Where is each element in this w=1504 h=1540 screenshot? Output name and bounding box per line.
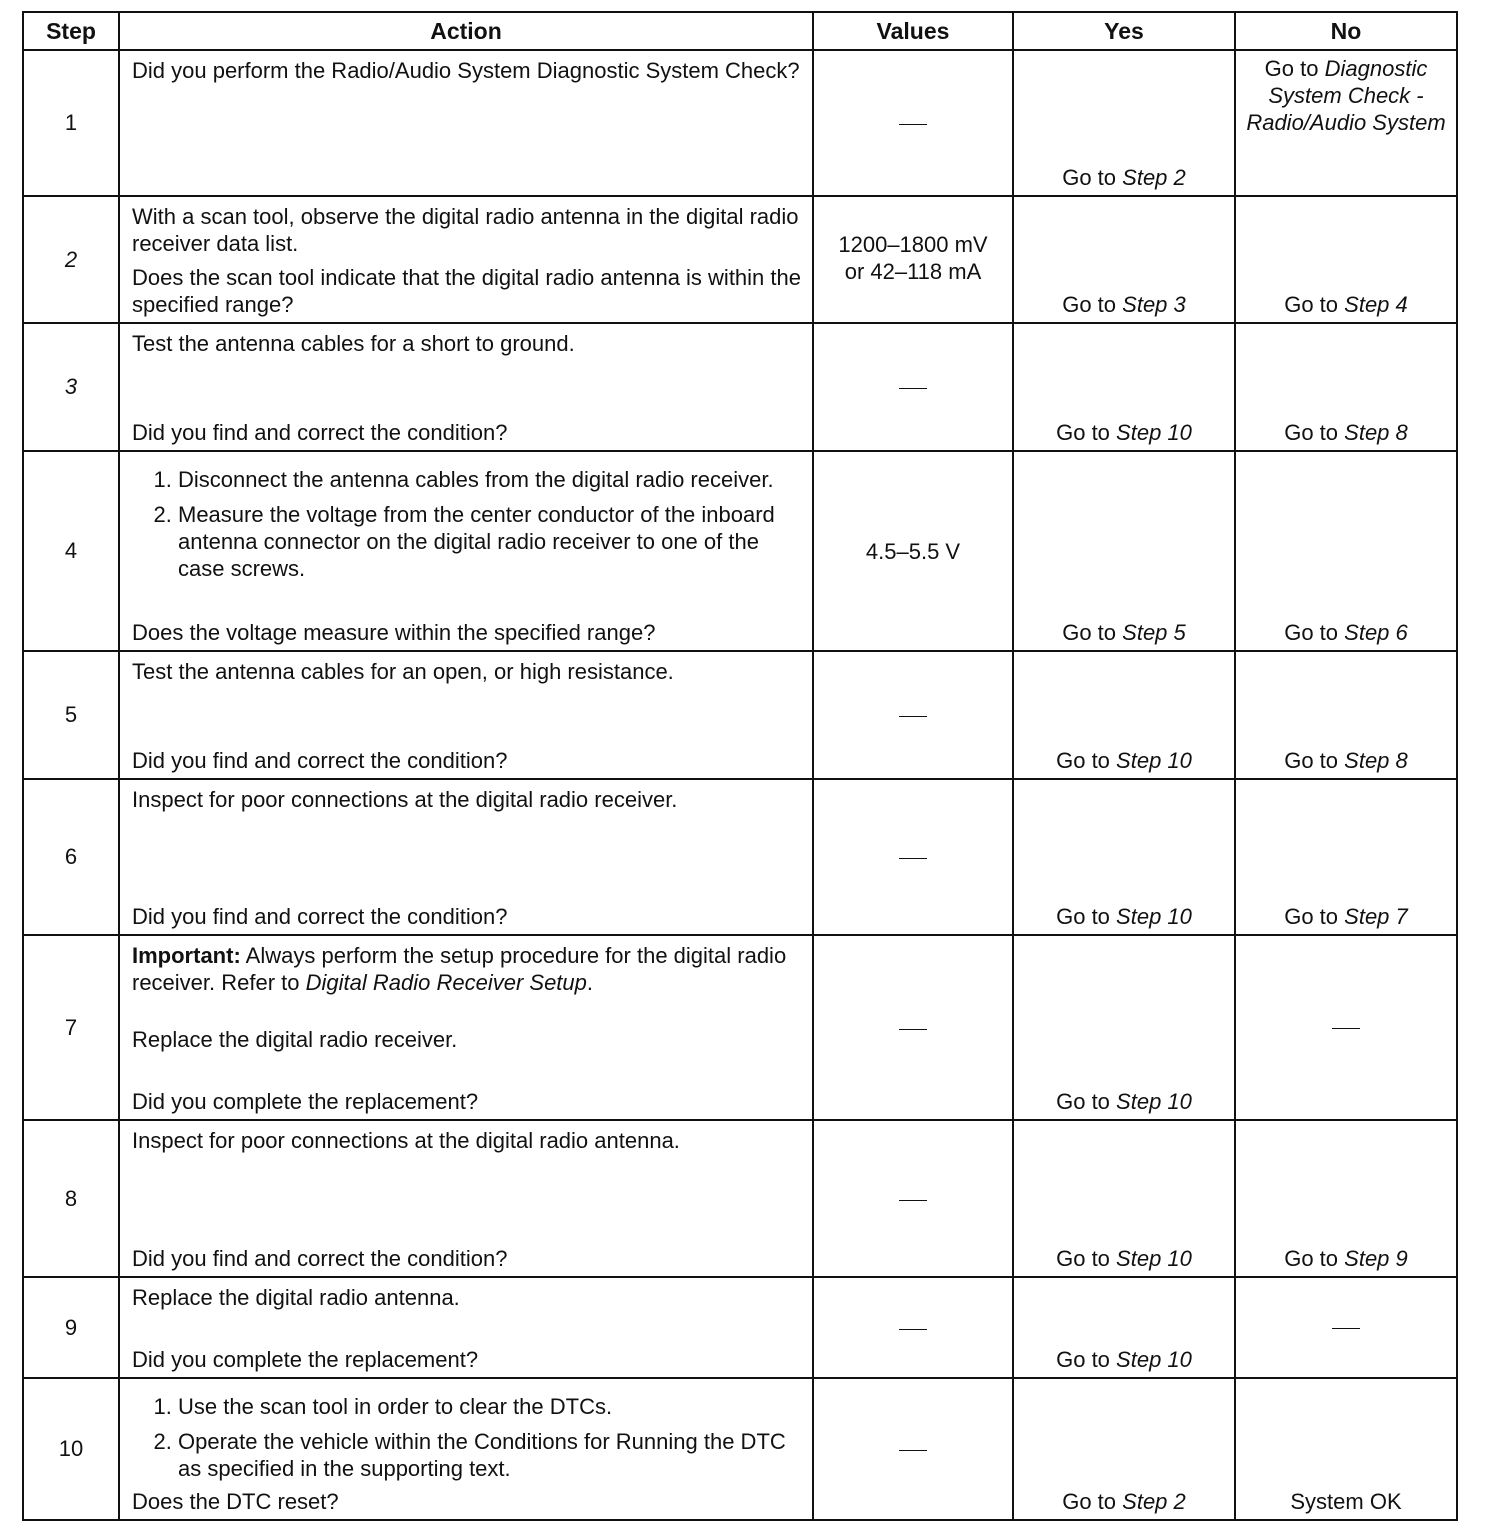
dash: [899, 1329, 927, 1330]
action-text: Inspect for poor connections at the digital radio antenna.: [132, 1128, 680, 1153]
step-number: 4: [23, 451, 119, 651]
no-goto: Go to Step 7: [1284, 904, 1408, 929]
step-link[interactable]: Step 10: [1116, 420, 1192, 445]
yes-cell: [1013, 196, 1235, 323]
dash: [899, 388, 927, 389]
step-link[interactable]: Step 2: [1122, 165, 1186, 190]
step-number: 2: [23, 196, 119, 323]
step-number: 6: [23, 779, 119, 935]
yes-cell: [1013, 451, 1235, 651]
action-cell: [119, 451, 813, 651]
action-cell: [119, 196, 813, 323]
no-cell: [1235, 1378, 1457, 1520]
action-list-wrap: [132, 1393, 804, 1490]
dash: [1332, 1328, 1360, 1329]
header-yes: Yes: [1013, 12, 1235, 50]
action-text: Replace the digital radio antenna.: [132, 1285, 460, 1310]
action-cell: [119, 1378, 813, 1520]
no-cell: [1235, 1120, 1457, 1277]
step-link[interactable]: Step 2: [1122, 1489, 1186, 1514]
step-link[interactable]: Step 9: [1344, 1246, 1408, 1271]
no-goto: [1236, 1015, 1456, 1041]
action-question: Does the scan tool indicate that the digital radio antenna is within the specified range?: [132, 265, 801, 317]
yes-cell: [1013, 1378, 1235, 1520]
no-goto: Go to Step 8: [1284, 748, 1408, 773]
step-number: 1: [23, 50, 119, 196]
action-cell: [119, 1277, 813, 1378]
action-question: Did you find and correct the condition?: [132, 748, 508, 773]
action-question: Did you find and correct the condition?: [132, 420, 508, 445]
dash: [899, 1200, 927, 1201]
step-link[interactable]: Step 5: [1122, 620, 1186, 645]
table-row: [23, 1277, 1457, 1378]
action-text: Test the antenna cables for a short to ground.: [132, 331, 575, 356]
action-list: [132, 1393, 804, 1482]
values-cell: [813, 323, 1013, 451]
no-cell: [1235, 451, 1457, 651]
no-cell: [1235, 50, 1457, 196]
action-cell: [119, 1120, 813, 1277]
step-link[interactable]: Step 10: [1116, 1089, 1192, 1114]
values-cell: [813, 1120, 1013, 1277]
step-link[interactable]: Step 10: [1116, 904, 1192, 929]
no-cell: [1235, 779, 1457, 935]
yes-goto: Go to Step 10: [1056, 1246, 1192, 1271]
action-text: Inspect for poor connections at the digital radio receiver.: [132, 787, 678, 812]
values-cell: [813, 1277, 1013, 1378]
yes-cell: [1013, 1120, 1235, 1277]
value-line: 1200–1800 mV: [838, 232, 988, 257]
step-number: 9: [23, 1277, 119, 1378]
diagnostic-table: [22, 11, 1458, 1521]
no-cell: [1235, 1277, 1457, 1378]
action-question: Does the DTC reset?: [132, 1489, 339, 1514]
table-row: [23, 779, 1457, 935]
header-values: Values: [813, 12, 1013, 50]
step-link[interactable]: Step 7: [1344, 904, 1408, 929]
yes-goto: Go to Step 10: [1056, 904, 1192, 929]
values-cell: [813, 935, 1013, 1120]
action-list: [132, 466, 804, 582]
dash: [1332, 1028, 1360, 1029]
yes-goto: Go to Step 10: [1056, 420, 1192, 445]
table-row: [23, 651, 1457, 779]
action-question: Did you find and correct the condition?: [132, 904, 508, 929]
values-cell: [813, 779, 1013, 935]
action-text: Did you perform the Radio/Audio System Diagnostic System Check?: [132, 58, 800, 83]
step-link[interactable]: Step 4: [1344, 292, 1408, 317]
header-action: Action: [119, 12, 813, 50]
no-goto: [1236, 1315, 1456, 1341]
step-link[interactable]: Step 10: [1116, 1246, 1192, 1271]
action-question: Does the voltage measure within the specified range?: [132, 620, 656, 645]
dash: [899, 716, 927, 717]
table-row: [23, 1378, 1457, 1520]
step-number: 8: [23, 1120, 119, 1277]
important-note: [132, 942, 804, 1061]
header-step: Step: [23, 12, 119, 50]
yes-cell: [1013, 779, 1235, 935]
step-link[interactable]: Step 10: [1116, 748, 1192, 773]
yes-goto: Go to Step 3: [1062, 292, 1186, 317]
step-link[interactable]: Step 10: [1116, 1347, 1192, 1372]
dash: [899, 124, 927, 125]
step-link[interactable]: Step 8: [1344, 748, 1408, 773]
important-paragraph: Important: Always perform the setup procedure for the digital radio receiver. Refer to Digital Radio Receiver Setup.: [132, 943, 787, 995]
header-row: [23, 12, 1457, 50]
step-number: 5: [23, 651, 119, 779]
setup-link[interactable]: Digital Radio Receiver Setup: [305, 970, 587, 995]
action-cell: [119, 779, 813, 935]
no-goto: Go to Step 4: [1284, 292, 1408, 317]
table-row: [23, 323, 1457, 451]
dash: [899, 1029, 927, 1030]
no-cell: [1235, 651, 1457, 779]
yes-goto: Go to Step 2: [1062, 1489, 1186, 1514]
action-cell: [119, 323, 813, 451]
values-cell: [813, 1378, 1013, 1520]
step-number: 10: [23, 1378, 119, 1520]
action-list-item: 2. Operate the vehicle within the Conditions for Running the DTC as specified in the supporting text.: [178, 1428, 804, 1482]
action-text: With a scan tool, observe the digital radio antenna in the digital radio receiver data list.: [132, 204, 799, 256]
yes-goto: Go to Step 10: [1056, 1347, 1192, 1372]
dash: [899, 1450, 927, 1451]
yes-goto: Go to Step 10: [1056, 1089, 1192, 1114]
no-cell: [1235, 323, 1457, 451]
diagnostic-check-link[interactable]: Diagnostic System Check - Radio/Audio System: [1246, 56, 1446, 135]
table-row: [23, 451, 1457, 651]
yes-cell: [1013, 935, 1235, 1120]
no-goto: Go to Step 9: [1284, 1246, 1408, 1271]
table-row: [23, 1120, 1457, 1277]
yes-goto: Go to Step 2: [1062, 165, 1186, 190]
step-number: 3: [23, 323, 119, 451]
action-question: Did you complete the replacement?: [132, 1089, 479, 1114]
value-line: or 42–118 mA: [844, 259, 982, 284]
no-result: System OK: [1290, 1489, 1402, 1514]
yes-goto: Go to Step 10: [1056, 748, 1192, 773]
no-goto: Go to Step 8: [1284, 420, 1408, 445]
step-link[interactable]: Step 6: [1344, 620, 1408, 645]
values-cell: [813, 651, 1013, 779]
action-cell: [119, 935, 813, 1120]
action-list-item: 1. Disconnect the antenna cables from the digital radio receiver.: [178, 466, 804, 493]
yes-cell: [1013, 651, 1235, 779]
dash: [899, 858, 927, 859]
action-list-item: 1. Use the scan tool in order to clear the DTCs.: [178, 1393, 804, 1420]
yes-goto: Go to Step 5: [1062, 620, 1186, 645]
header-no: No: [1235, 12, 1457, 50]
table-row: [23, 935, 1457, 1120]
action-text: Test the antenna cables for an open, or high resistance.: [132, 659, 674, 684]
table-row: [23, 50, 1457, 196]
no-cell: [1235, 196, 1457, 323]
yes-cell: [1013, 1277, 1235, 1378]
step-link[interactable]: Step 3: [1122, 292, 1186, 317]
yes-cell: [1013, 323, 1235, 451]
no-goto: Go to Diagnostic System Check - Radio/Audio System: [1246, 56, 1446, 135]
action-cell: [119, 651, 813, 779]
table-row: [23, 196, 1457, 323]
values-cell: 4.5–5.5 V: [813, 451, 1013, 651]
no-goto: Go to Step 6: [1284, 620, 1408, 645]
values-cell: [813, 196, 1013, 323]
action-list-item: 2. Measure the voltage from the center conductor of the inboard antenna connector on the digital radio receiver to one of the case screws.: [178, 501, 804, 582]
action-list-wrap: [132, 466, 804, 590]
values-cell: [813, 50, 1013, 196]
step-number: 7: [23, 935, 119, 1120]
action-cell: [119, 50, 813, 196]
important-text: Always perform the setup procedure for the digital radio receiver. Refer to: [132, 943, 787, 995]
yes-cell: [1013, 50, 1235, 196]
no-cell: [1235, 935, 1457, 1120]
action-question: Did you complete the replacement?: [132, 1347, 479, 1372]
step-link[interactable]: Step 8: [1344, 420, 1408, 445]
action-question: Did you find and correct the condition?: [132, 1246, 508, 1271]
action-text: Replace the digital radio receiver.: [132, 1027, 458, 1052]
important-label: Important:: [132, 943, 241, 968]
